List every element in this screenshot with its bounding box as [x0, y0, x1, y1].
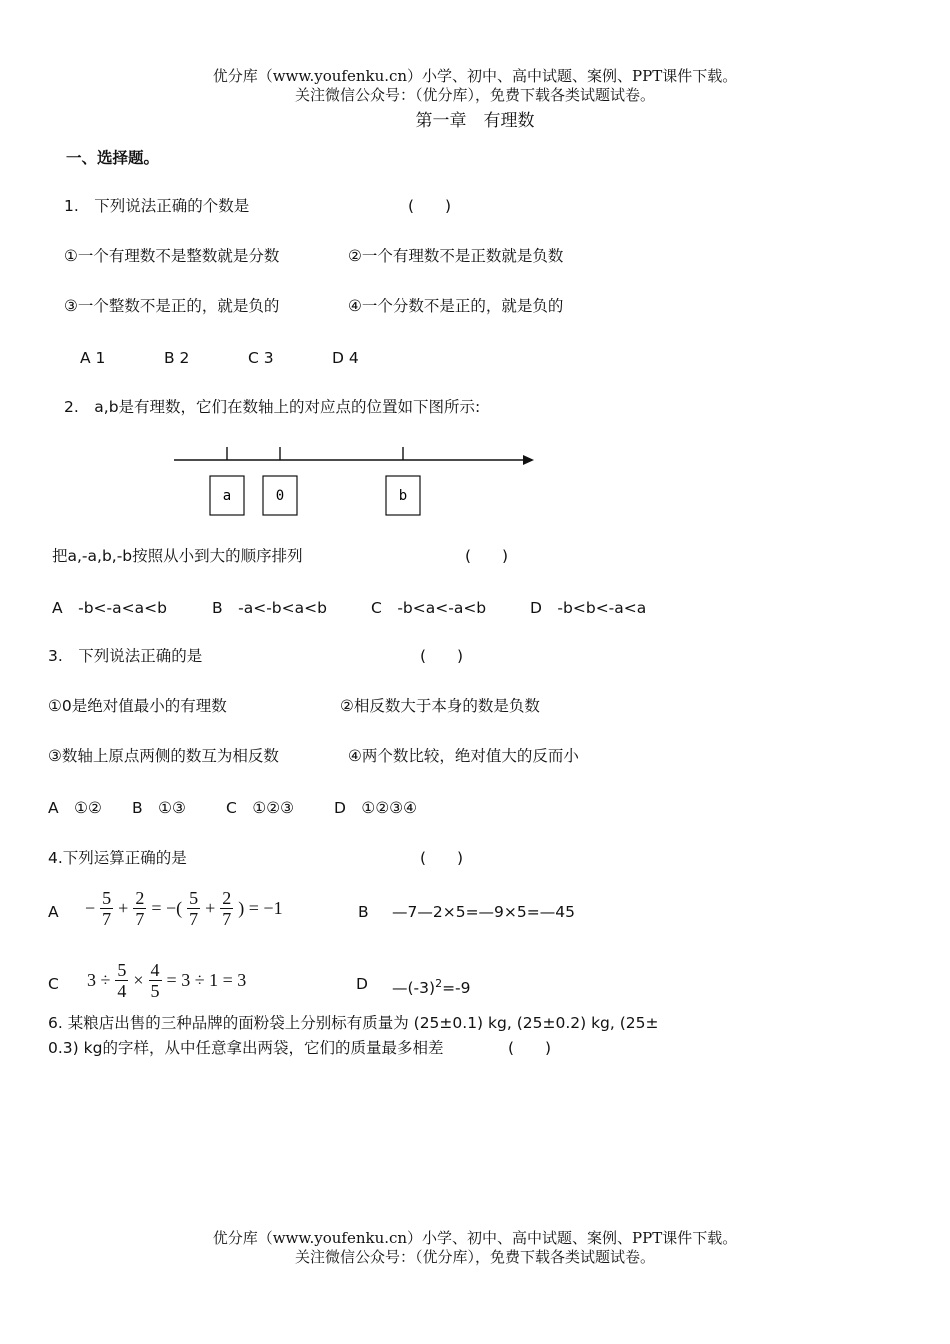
q3-statement-2: ②相反数大于本身的数是负数	[340, 697, 540, 715]
q3-statement-1: ①0是绝对值最小的有理数	[48, 697, 227, 715]
q4-option-d-expression: $—(-3)^2=-9$	[392, 977, 471, 998]
q4-option-c-expression: 3 ÷ $\frac{5}{4}$ × $\frac{4}{5}$ = 3 ÷ 1 = 3	[87, 960, 247, 1001]
q1-statement-3: ③一个整数不是正的，就是负的	[64, 297, 280, 315]
fraction: $\frac{4}{5}$	[150, 960, 160, 1001]
label-zero: 0	[275, 488, 285, 504]
q1-statement-2: ②一个有理数不是正数就是负数	[348, 247, 564, 265]
q3-option-c: C ①②③	[226, 799, 295, 817]
header-line-2: 关注微信公众号：（优分库），免费下载各类试题试卷。	[294, 86, 655, 104]
q4-stem: 4.下列运算正确的是	[48, 849, 187, 867]
q1-stem: 1. 下列说法正确的个数是	[64, 197, 250, 215]
q3-option-d: D ①②③④	[334, 799, 418, 817]
q1-option-b: B 2	[164, 349, 190, 367]
chapter-title: 第一章 有理数	[415, 111, 535, 131]
number-line-arrow-icon	[523, 455, 534, 465]
label-a: a	[222, 488, 232, 504]
fraction: $\frac{2}{7}$	[135, 888, 145, 929]
q4-option-a-letter: A	[48, 903, 59, 921]
q4-option-c-letter: C	[48, 975, 59, 993]
q2-option-a: A -b<-a<a<b	[52, 599, 167, 617]
label-b: b	[398, 488, 408, 504]
q4-answer-paren: ( )	[420, 849, 464, 867]
q1-option-c: C 3	[248, 349, 274, 367]
q3-option-a: A ①②	[48, 799, 102, 817]
q4-option-a-expression: − $\frac{5}{7}$ + $\frac{2}{7}$ = −( $\frac{5}{7}$ + $\frac{2}{7}$ ) = −1	[85, 888, 283, 929]
q2-answer-paren: ( )	[465, 547, 509, 565]
q6-answer-paren: ( )	[508, 1039, 552, 1057]
q4-option-d-letter: D	[356, 975, 368, 993]
fraction: $\frac{2}{7}$	[222, 888, 232, 929]
fraction: $\frac{5}{7}$	[102, 888, 112, 929]
q1-statement-1: ①一个有理数不是整数就是分数	[64, 247, 280, 265]
q3-option-b: B ①③	[132, 799, 186, 817]
q3-answer-paren: ( )	[420, 647, 464, 665]
q2-option-d: D -b<b<-a<a	[530, 599, 647, 617]
q2-option-b: B -a<-b<a<b	[212, 599, 327, 617]
q1-option-a: A 1	[80, 349, 106, 367]
q2-stem: 2. a,b是有理数，它们在数轴上的对应点的位置如下图所示:	[64, 398, 481, 416]
q4-option-b-letter: B	[358, 903, 369, 921]
q4-option-b-expression: —7—2×5=—9×5=—45	[392, 903, 575, 921]
q1-answer-paren: ( )	[408, 197, 452, 215]
q1-statement-4: ④一个分数不是正的，就是负的	[348, 297, 564, 315]
fraction: $\frac{5}{4}$	[117, 960, 127, 1001]
q2-instruction: 把a,-a,b,-b按照从小到大的顺序排列	[52, 547, 303, 565]
footer-line-2: 关注微信公众号：（优分库），免费下载各类试题试卷。	[294, 1248, 655, 1266]
q3-statement-3: ③数轴上原点两侧的数互为相反数	[48, 747, 279, 765]
q3-stem: 3. 下列说法正确的是	[48, 647, 203, 665]
fraction: $\frac{5}{7}$	[189, 888, 199, 929]
q6-line-2: 0.3) kg的字样，从中任意拿出两袋，它们的质量最多相差	[48, 1039, 444, 1057]
q2-option-c: C -b<a<-a<b	[371, 599, 487, 617]
header-line-1: 优分库（www.youfenku.cn）小学、初中、高中试题、案例、PPT课件下载。	[212, 67, 738, 85]
footer-line-1: 优分库（www.youfenku.cn）小学、初中、高中试题、案例、PPT课件下载。	[212, 1229, 738, 1247]
section-heading: 一、选择题。	[66, 149, 160, 167]
q3-statement-4: ④两个数比较，绝对值大的反而小	[348, 747, 579, 765]
q6-line-1: 6. 某粮店出售的三种品牌的面粉袋上分别标有质量为 (25±0.1) kg, (25±0.2) kg, (25±	[48, 1014, 659, 1032]
q1-option-d: D 4	[332, 349, 359, 367]
